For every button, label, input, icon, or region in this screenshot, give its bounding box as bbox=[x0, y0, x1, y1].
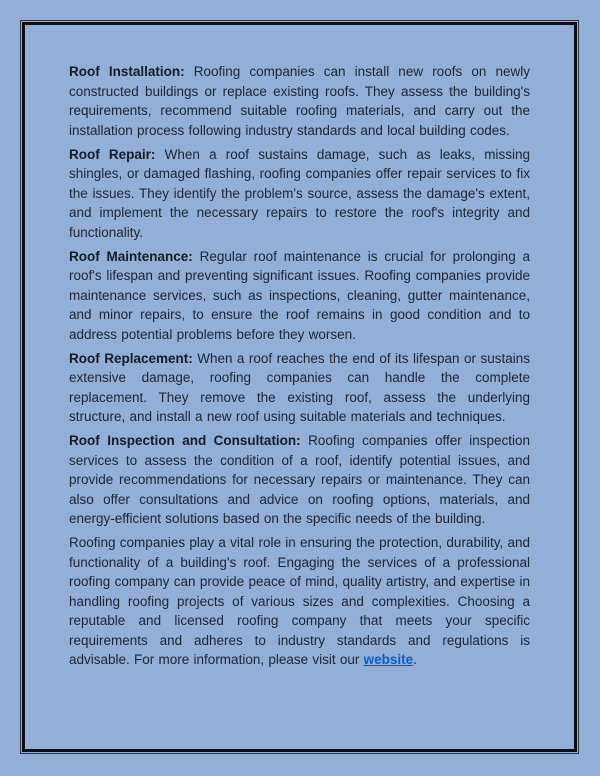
document-body bbox=[25, 25, 574, 749]
paragraph-roof-maintenance bbox=[69, 247, 530, 345]
paragraph-text: Roofing companies can install new roofs on newly constructed buildings or replace existing roofs. They assess the building's requirements, recommend suitable roofing materials, and carry out the installation process following industry standards and local building codes. bbox=[69, 64, 530, 138]
website-link[interactable]: website bbox=[363, 652, 414, 667]
paragraph-roof-installation bbox=[69, 62, 530, 140]
paragraph-text: When a roof reaches the end of its lifespan or sustains extensive damage, roofing companies can handle the complete replacement. They remove the existing roof, assess the underlying structure, and install a new roof using suitable materials and techniques. bbox=[69, 350, 530, 424]
paragraph-label: Roof Installation: bbox=[69, 64, 185, 79]
page-border-inner bbox=[22, 22, 577, 752]
paragraph-closing bbox=[69, 533, 530, 670]
paragraph-text: Regular roof maintenance is crucial for prolonging a roof's lifespan and preventing significant issues. Roofing companies provide maintenance services, such as inspections, cleaning, gutter maintenance, and minor repairs, to ensure the roof remains in good condition and to address potential problems before they worsen. bbox=[69, 248, 530, 342]
paragraph-roof-repair bbox=[69, 145, 530, 243]
paragraph-label: Roof Maintenance: bbox=[69, 248, 193, 264]
paragraph-label: Roof Inspection and Consultation: bbox=[69, 433, 301, 448]
paragraph-text: Roofing companies play a vital role in ensuring the protection, durability, and functionality of a building's roof. Engaging the services of a professional roofing company can provide peace of mind, quality artistry, and expertise in handling roofing projects of various sizes and complexities. Choosing a reputable and licensed roofing company that meets your specific requirements and adheres to industry standards and regulations is advisable. For more information, please visit our bbox=[69, 535, 530, 667]
paragraph-roof-inspection-consultation bbox=[69, 431, 530, 529]
paragraph-label: Roof Replacement: bbox=[69, 350, 193, 366]
paragraph-roof-replacement bbox=[69, 349, 530, 427]
page-border-frame bbox=[20, 20, 579, 754]
paragraph-text: Roofing companies offer inspection services to assess the condition of a roof, identify potential issues, and provide recommendations for necessary repairs or maintenance. They can also offer consultations and advice on roofing options, materials, and energy-efficient solutions based on the specific needs of the building. bbox=[69, 433, 530, 526]
paragraph-text: When a roof sustains damage, such as leaks, missing shingles, or damaged flashing, roofing companies offer repair services to fix the issues. They identify the problem's source, assess the damage's extent, and implement the necessary repairs to restore the roof's integrity and functionality. bbox=[69, 146, 530, 240]
paragraph-label: Roof Repair: bbox=[69, 146, 156, 162]
paragraph-text: . bbox=[413, 652, 417, 667]
